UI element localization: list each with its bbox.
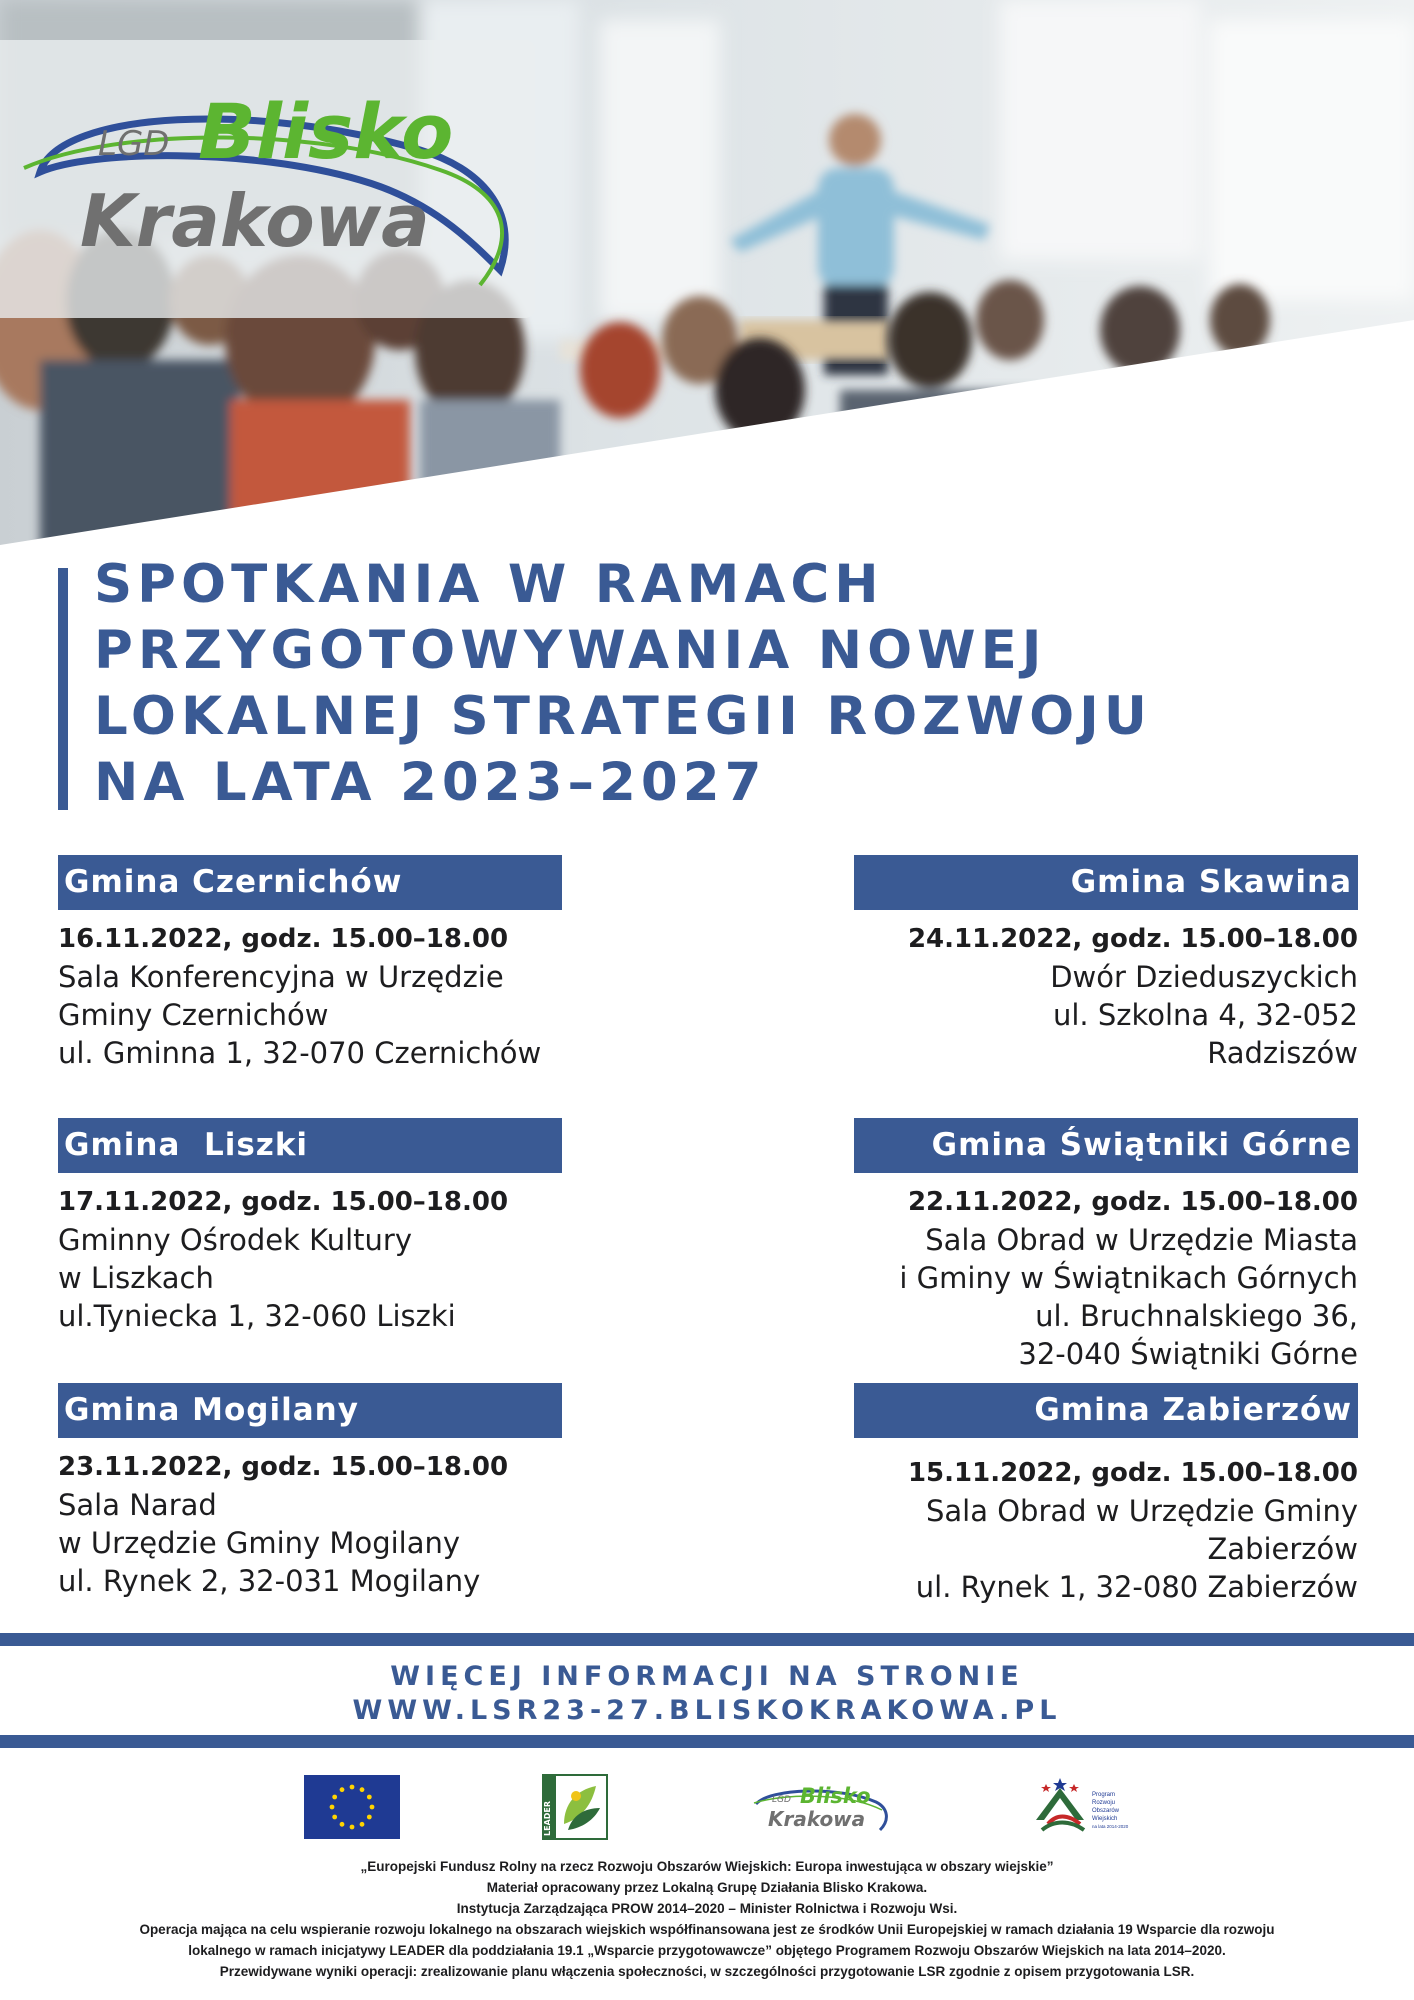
prow-text: Rozwoju	[1092, 1800, 1116, 1806]
eu-flag-icon	[304, 1775, 400, 1839]
meeting-datetime: 16.11.2022, godz. 15.00–18.00	[58, 924, 509, 954]
meeting-datetime: 15.11.2022, godz. 15.00–18.00	[907, 1458, 1358, 1488]
disclaimer-line: Operacja mająca na celu wspieranie rozwoju lokalnego na obszarach wiejskich współfinansowana jest ze środków Unii Europejskiej w ramach działania 19 Wsparcie dla rozwoju	[139, 1922, 1275, 1937]
prow-text: na lata 2014-2020	[1092, 1824, 1129, 1829]
meeting-address-line: ul. Gminna 1, 32-070 Czernichów	[58, 1036, 542, 1070]
eu-star-icon	[367, 1795, 372, 1800]
eu-star-icon	[330, 1805, 335, 1810]
lgd-blisko-krakowa-small-logo	[750, 1776, 892, 1838]
disclaimer-line: Instytucja Zarządzająca PROW 2014–2020 – Minister Rolnictwa i Rozwoju Wsi.	[456, 1901, 958, 1916]
logo-prefix: LGD	[772, 1795, 791, 1805]
meeting-heading: Gmina Skawina	[854, 855, 1358, 910]
eu-star-icon	[360, 1787, 365, 1792]
disclaimer-line: „Europejski Fundusz Rolny na rzecz Rozwoju Obszarów Wiejskich: Europa inwestująca w obszary wiejskie”	[360, 1859, 1054, 1874]
eu-star-icon	[350, 1825, 355, 1830]
eu-star-icon	[340, 1787, 345, 1792]
meeting-datetime: 24.11.2022, godz. 15.00–18.00	[907, 924, 1358, 954]
leader-label: LEADER	[543, 1800, 552, 1836]
meeting-venue-line: Sala Obrad w Urzędzie Gminy	[926, 1494, 1358, 1528]
meeting-skawina	[854, 855, 1358, 1072]
meeting-address-line: 32-040 Świątniki Górne	[1018, 1337, 1358, 1371]
meeting-address-line: ul.Tyniecka 1, 32-060 Liszki	[58, 1299, 456, 1333]
eu-star-icon	[332, 1795, 337, 1800]
title-line: PRZYGOTOWYWANIA NOWEJ	[94, 620, 1047, 681]
hero-photo	[0, 0, 1414, 560]
website-link[interactable]: WWW.LSR23-27.BLISKOKRAKOWA.PL	[352, 1695, 1062, 1726]
title-accent-bar	[58, 568, 68, 810]
meeting-venue-line: i Gminy w Świątnikach Górnych	[899, 1261, 1358, 1295]
meeting-venue-line: Gminny Ośrodek Kultury	[58, 1223, 412, 1257]
prow-text: Program	[1092, 1792, 1116, 1798]
disclaimer-line: lokalnego w ramach inicjatywy LEADER dla poddziałania 19.1 „Wsparcie przygotowawcze” objętego Programem Rozwoju Obszarów Wiejskich na lata 2014–2020.	[188, 1943, 1226, 1958]
eu-star-icon	[350, 1785, 355, 1790]
funding-disclaimer	[60, 1856, 1354, 1982]
meeting-mogilany	[58, 1383, 562, 1600]
eu-star-icon	[340, 1822, 345, 1827]
meeting-venue-line: Dwór Dzieduszyckich	[1050, 960, 1358, 994]
prow-text: Obszarów	[1092, 1808, 1120, 1814]
meeting-address-line: ul. Rynek 1, 32-080 Zabierzów	[915, 1570, 1358, 1604]
eu-star-icon	[370, 1805, 375, 1810]
meeting-venue-line: w Urzędzie Gminy Mogilany	[58, 1526, 461, 1560]
prow-text: Wiejskich	[1092, 1816, 1118, 1822]
disclaimer-line: Przewidywane wyniki operacji: zrealizowanie planu włączenia społeczności, w szczególności przygotowanie LSR zgodnie z opisem przygotowania LSR.	[219, 1964, 1195, 1979]
meeting-heading: Gmina Czernichów	[58, 855, 562, 910]
meeting-venue-line: Sala Narad	[58, 1488, 217, 1522]
logo-prefix: LGD	[98, 124, 170, 164]
logo-word-krakowa: Krakowa	[768, 1807, 866, 1831]
meeting-swiatniki-gorne	[854, 1118, 1358, 1373]
disclaimer-line: Materiał opracowany przez Lokalną Grupę Działania Blisko Krakowa.	[486, 1880, 928, 1895]
logo-word-blisko: Blisko	[800, 1784, 871, 1808]
eu-star-icon	[367, 1815, 372, 1820]
meeting-address-line: ul. Rynek 2, 32-031 Mogilany	[58, 1564, 481, 1598]
meeting-address-line: ul. Bruchnalskiego 36,	[1035, 1299, 1358, 1333]
meeting-venue-line: Sala Konferencyjna w Urzędzie	[58, 960, 504, 994]
meeting-venue-line: Zabierzów	[1207, 1532, 1358, 1566]
meeting-heading: Gmina Liszki	[58, 1118, 562, 1173]
meeting-datetime: 17.11.2022, godz. 15.00–18.00	[58, 1187, 509, 1217]
meeting-liszki	[58, 1118, 562, 1335]
meeting-venue-line: Sala Obrad w Urzędzie Miasta	[925, 1223, 1358, 1257]
meeting-heading: Gmina Świątniki Górne	[854, 1118, 1358, 1173]
meeting-heading: Gmina Zabierzów	[854, 1383, 1358, 1438]
more-info-label: WIĘCEJ INFORMACJI NA STRONIE	[390, 1661, 1024, 1692]
meeting-venue-line: Gminy Czernichów	[58, 998, 329, 1032]
divider-bottom	[0, 1735, 1414, 1748]
eu-star-icon	[360, 1822, 365, 1827]
prow-logo-icon	[1032, 1774, 1132, 1838]
divider-top	[0, 1633, 1414, 1646]
title-line: LOKALNEJ STRATEGII ROZWOJU	[94, 686, 1152, 747]
lgd-blisko-krakowa-logo	[0, 40, 535, 318]
title-line: SPOTKANIA W RAMACH	[94, 554, 884, 615]
meeting-address-line: ul. Szkolna 4, 32-052	[1052, 998, 1358, 1032]
meeting-czernichow	[58, 855, 562, 1072]
meeting-heading: Gmina Mogilany	[58, 1383, 562, 1438]
meeting-datetime: 22.11.2022, godz. 15.00–18.00	[907, 1187, 1358, 1217]
meeting-venue-line: w Liszkach	[58, 1261, 214, 1295]
logo-word-blisko: Blisko	[198, 87, 454, 176]
page-title	[94, 552, 1354, 816]
logo-word-krakowa: Krakowa	[80, 179, 430, 263]
meeting-zabierzow	[854, 1383, 1358, 1606]
meeting-datetime: 23.11.2022, godz. 15.00–18.00	[58, 1452, 509, 1482]
eu-star-icon	[332, 1815, 337, 1820]
leader-logo-icon	[542, 1774, 608, 1840]
logo-card	[0, 40, 535, 318]
title-line: NA LATA 2023–2027	[94, 752, 767, 813]
meeting-address-line: Radziszów	[1207, 1036, 1358, 1070]
